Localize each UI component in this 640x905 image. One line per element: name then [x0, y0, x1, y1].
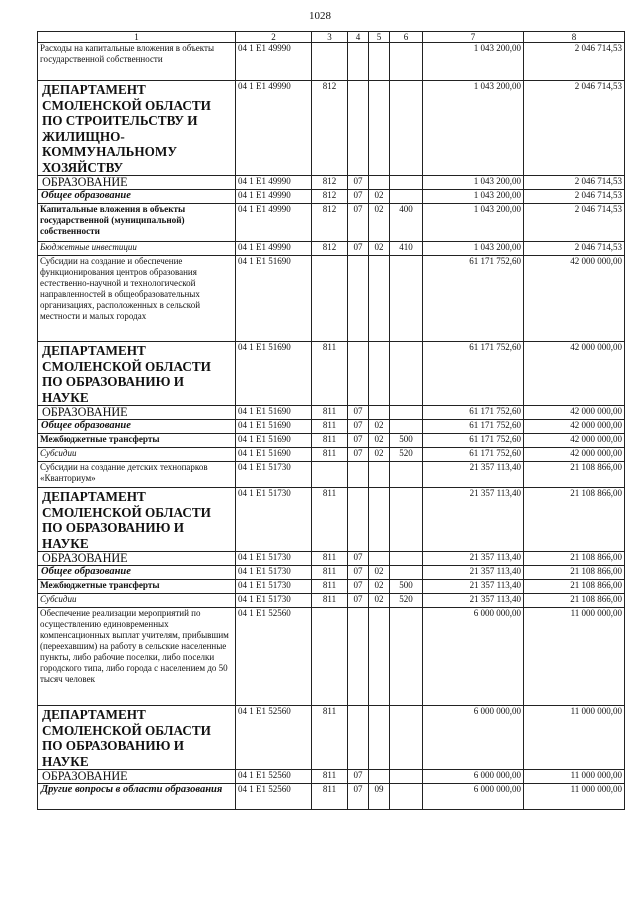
row-name-cell: Субсидии	[38, 594, 236, 608]
row-name-cell: Межбюджетные трансферты	[38, 434, 236, 448]
amount-year2-cell: 42 000 000,00	[524, 406, 625, 420]
expense-type-cell	[390, 406, 423, 420]
table-row	[38, 784, 625, 810]
section-code-cell: 07	[348, 204, 369, 242]
subsection-code-cell: 02	[369, 580, 390, 594]
admin-code-cell: 811	[312, 434, 348, 448]
amount-year2-cell: 21 108 866,00	[524, 594, 625, 608]
row-name-cell: Общее образование	[38, 566, 236, 580]
amount-year1-cell: 61 171 752,60	[423, 434, 524, 448]
section-code-cell	[348, 462, 369, 488]
table-row	[38, 580, 625, 594]
amount-year2-cell: 21 108 866,00	[524, 462, 625, 488]
section-code-cell: 07	[348, 594, 369, 608]
table-row	[38, 552, 625, 566]
table-row	[38, 594, 625, 608]
section-code-cell: 07	[348, 580, 369, 594]
admin-code-cell: 811	[312, 566, 348, 580]
section-code-cell	[348, 256, 369, 342]
amount-year2-cell: 21 108 866,00	[524, 552, 625, 566]
row-name-cell: Бюджетные инвестиции	[38, 242, 236, 256]
subsection-code-cell: 02	[369, 242, 390, 256]
table-row	[38, 420, 625, 434]
expense-type-cell	[390, 608, 423, 706]
target-code-cell: 04 1 E1 52560	[236, 706, 312, 770]
row-name-cell: ДЕПАРТАМЕНТ СМОЛЕНСКОЙ ОБЛАСТИ ПО ОБРАЗОВАНИЮ И НАУКЕ	[38, 706, 236, 770]
admin-code-cell: 811	[312, 594, 348, 608]
amount-year2-cell: 11 000 000,00	[524, 784, 625, 810]
table-header-row	[38, 32, 625, 43]
target-code-cell: 04 1 E1 52560	[236, 608, 312, 706]
target-code-cell: 04 1 E1 51730	[236, 594, 312, 608]
subsection-code-cell	[369, 176, 390, 190]
table-row	[38, 706, 625, 770]
expense-type-cell	[390, 488, 423, 552]
section-code-cell	[348, 43, 369, 81]
expense-type-cell	[390, 43, 423, 81]
expense-type-cell: 500	[390, 580, 423, 594]
subsection-code-cell: 02	[369, 448, 390, 462]
admin-code-cell: 812	[312, 204, 348, 242]
section-code-cell: 07	[348, 784, 369, 810]
header-cell: 2	[236, 32, 312, 43]
expense-type-cell	[390, 462, 423, 488]
subsection-code-cell: 02	[369, 566, 390, 580]
section-code-cell: 07	[348, 190, 369, 204]
target-code-cell: 04 1 E1 52560	[236, 784, 312, 810]
amount-year2-cell: 2 046 714,53	[524, 176, 625, 190]
amount-year2-cell: 42 000 000,00	[524, 342, 625, 406]
row-name-cell: Субсидии	[38, 448, 236, 462]
admin-code-cell: 812	[312, 190, 348, 204]
row-name-cell: ОБРАЗОВАНИЕ	[38, 552, 236, 566]
subsection-code-cell: 02	[369, 420, 390, 434]
header-cell: 4	[348, 32, 369, 43]
amount-year2-cell: 2 046 714,53	[524, 204, 625, 242]
amount-year1-cell: 61 171 752,60	[423, 256, 524, 342]
target-code-cell: 04 1 E1 49990	[236, 204, 312, 242]
amount-year2-cell: 21 108 866,00	[524, 488, 625, 552]
amount-year2-cell: 11 000 000,00	[524, 706, 625, 770]
admin-code-cell: 811	[312, 580, 348, 594]
amount-year2-cell: 42 000 000,00	[524, 420, 625, 434]
admin-code-cell: 812	[312, 81, 348, 176]
table-row	[38, 608, 625, 706]
amount-year2-cell: 2 046 714,53	[524, 43, 625, 81]
target-code-cell: 04 1 E1 52560	[236, 770, 312, 784]
subsection-code-cell	[369, 43, 390, 81]
table-row	[38, 488, 625, 552]
section-code-cell: 07	[348, 552, 369, 566]
amount-year1-cell: 21 357 113,40	[423, 580, 524, 594]
row-name-cell: ОБРАЗОВАНИЕ	[38, 770, 236, 784]
admin-code-cell: 811	[312, 420, 348, 434]
header-cell: 1	[38, 32, 236, 43]
section-code-cell: 07	[348, 406, 369, 420]
expense-type-cell	[390, 420, 423, 434]
admin-code-cell	[312, 43, 348, 81]
subsection-code-cell: 02	[369, 204, 390, 242]
amount-year1-cell: 21 357 113,40	[423, 552, 524, 566]
table-row	[38, 406, 625, 420]
amount-year2-cell: 21 108 866,00	[524, 566, 625, 580]
admin-code-cell: 811	[312, 706, 348, 770]
target-code-cell: 04 1 E1 51690	[236, 406, 312, 420]
expense-type-cell: 410	[390, 242, 423, 256]
subsection-code-cell: 02	[369, 434, 390, 448]
table-row	[38, 462, 625, 488]
target-code-cell: 04 1 E1 51730	[236, 462, 312, 488]
table-row	[38, 566, 625, 580]
table-row	[38, 434, 625, 448]
header-cell: 7	[423, 32, 524, 43]
expense-type-cell	[390, 256, 423, 342]
amount-year1-cell: 6 000 000,00	[423, 706, 524, 770]
budget-table	[37, 31, 625, 810]
target-code-cell: 04 1 E1 51690	[236, 434, 312, 448]
section-code-cell	[348, 706, 369, 770]
expense-type-cell: 500	[390, 434, 423, 448]
admin-code-cell: 812	[312, 176, 348, 190]
subsection-code-cell	[369, 462, 390, 488]
target-code-cell: 04 1 E1 49990	[236, 81, 312, 176]
row-name-cell: ДЕПАРТАМЕНТ СМОЛЕНСКОЙ ОБЛАСТИ ПО ОБРАЗОВАНИЮ И НАУКЕ	[38, 488, 236, 552]
admin-code-cell: 811	[312, 770, 348, 784]
row-name-cell: ОБРАЗОВАНИЕ	[38, 406, 236, 420]
expense-type-cell	[390, 190, 423, 204]
amount-year2-cell: 2 046 714,53	[524, 190, 625, 204]
table-row	[38, 342, 625, 406]
table-row	[38, 176, 625, 190]
expense-type-cell	[390, 552, 423, 566]
row-name-cell: Общее образование	[38, 420, 236, 434]
admin-code-cell	[312, 462, 348, 488]
admin-code-cell: 811	[312, 406, 348, 420]
target-code-cell: 04 1 E1 51730	[236, 488, 312, 552]
admin-code-cell: 812	[312, 242, 348, 256]
page-number: 1028	[309, 10, 331, 22]
amount-year1-cell: 1 043 200,00	[423, 190, 524, 204]
amount-year1-cell: 61 171 752,60	[423, 406, 524, 420]
table-row	[38, 81, 625, 176]
admin-code-cell	[312, 256, 348, 342]
subsection-code-cell	[369, 488, 390, 552]
section-code-cell: 07	[348, 242, 369, 256]
subsection-code-cell	[369, 608, 390, 706]
amount-year1-cell: 6 000 000,00	[423, 784, 524, 810]
header-cell: 3	[312, 32, 348, 43]
row-name-cell: Другие вопросы в области образования	[38, 784, 236, 810]
amount-year1-cell: 1 043 200,00	[423, 176, 524, 190]
section-code-cell: 07	[348, 770, 369, 784]
section-code-cell	[348, 608, 369, 706]
section-code-cell	[348, 81, 369, 176]
amount-year1-cell: 21 357 113,40	[423, 462, 524, 488]
expense-type-cell	[390, 706, 423, 770]
amount-year2-cell: 42 000 000,00	[524, 256, 625, 342]
subsection-code-cell: 02	[369, 190, 390, 204]
subsection-code-cell: 02	[369, 594, 390, 608]
row-name-cell: Обеспечение реализации мероприятий по осуществлению единовременных компенсационных выплат учителям, прибывшим (переехавшим) на работу в сельские населенные пункты, либо рабочие поселки, либо поселки городского типа, либо города с населением до 50 тысяч человек	[38, 608, 236, 706]
row-name-cell: Общее образование	[38, 190, 236, 204]
row-name-cell: ДЕПАРТАМЕНТ СМОЛЕНСКОЙ ОБЛАСТИ ПО СТРОИТЕЛЬСТВУ И ЖИЛИЩНО-КОММУНАЛЬНОМУ ХОЗЯЙСТВУ	[38, 81, 236, 176]
amount-year2-cell: 2 046 714,53	[524, 81, 625, 176]
expense-type-cell	[390, 770, 423, 784]
header-cell: 5	[369, 32, 390, 43]
admin-code-cell: 811	[312, 784, 348, 810]
table-row	[38, 770, 625, 784]
expense-type-cell: 520	[390, 448, 423, 462]
subsection-code-cell	[369, 552, 390, 566]
row-name-cell: Субсидии на создание и обеспечение функционирования центров образования естественно-научной и технологической направленностей в общеобразовательных организациях, расположенных в сельской местности и малых городах	[38, 256, 236, 342]
subsection-code-cell	[369, 706, 390, 770]
target-code-cell: 04 1 E1 51690	[236, 420, 312, 434]
header-cell: 6	[390, 32, 423, 43]
row-name-cell: ОБРАЗОВАНИЕ	[38, 176, 236, 190]
target-code-cell: 04 1 E1 49990	[236, 242, 312, 256]
subsection-code-cell	[369, 406, 390, 420]
amount-year2-cell: 42 000 000,00	[524, 448, 625, 462]
subsection-code-cell: 09	[369, 784, 390, 810]
section-code-cell: 07	[348, 176, 369, 190]
target-code-cell: 04 1 E1 51730	[236, 566, 312, 580]
target-code-cell: 04 1 E1 49990	[236, 43, 312, 81]
section-code-cell: 07	[348, 434, 369, 448]
table-row	[38, 204, 625, 242]
row-name-cell: Межбюджетные трансферты	[38, 580, 236, 594]
table-row	[38, 448, 625, 462]
expense-type-cell	[390, 784, 423, 810]
amount-year1-cell: 61 171 752,60	[423, 342, 524, 406]
row-name-cell: Капитальные вложения в объекты государственной (муниципальной) собственности	[38, 204, 236, 242]
amount-year1-cell: 61 171 752,60	[423, 420, 524, 434]
target-code-cell: 04 1 E1 51690	[236, 256, 312, 342]
expense-type-cell: 400	[390, 204, 423, 242]
admin-code-cell: 811	[312, 342, 348, 406]
row-name-cell: Расходы на капитальные вложения в объекты государственной собственности	[38, 43, 236, 81]
amount-year1-cell: 1 043 200,00	[423, 204, 524, 242]
expense-type-cell	[390, 176, 423, 190]
table-row	[38, 242, 625, 256]
subsection-code-cell	[369, 256, 390, 342]
amount-year2-cell: 21 108 866,00	[524, 580, 625, 594]
target-code-cell: 04 1 E1 51690	[236, 448, 312, 462]
amount-year2-cell: 11 000 000,00	[524, 608, 625, 706]
subsection-code-cell	[369, 770, 390, 784]
admin-code-cell: 811	[312, 488, 348, 552]
target-code-cell: 04 1 E1 49990	[236, 190, 312, 204]
target-code-cell: 04 1 E1 51730	[236, 580, 312, 594]
admin-code-cell	[312, 608, 348, 706]
section-code-cell: 07	[348, 420, 369, 434]
expense-type-cell: 520	[390, 594, 423, 608]
amount-year1-cell: 1 043 200,00	[423, 81, 524, 176]
section-code-cell: 07	[348, 448, 369, 462]
row-name-cell: Субсидии на создание детских технопарков «Кванториум»	[38, 462, 236, 488]
amount-year1-cell: 1 043 200,00	[423, 43, 524, 81]
header-cell: 8	[524, 32, 625, 43]
expense-type-cell	[390, 342, 423, 406]
amount-year1-cell: 6 000 000,00	[423, 608, 524, 706]
admin-code-cell: 811	[312, 552, 348, 566]
expense-type-cell	[390, 81, 423, 176]
table-row	[38, 43, 625, 81]
amount-year1-cell: 6 000 000,00	[423, 770, 524, 784]
amount-year2-cell: 2 046 714,53	[524, 242, 625, 256]
amount-year2-cell: 11 000 000,00	[524, 770, 625, 784]
subsection-code-cell	[369, 81, 390, 176]
target-code-cell: 04 1 E1 51690	[236, 342, 312, 406]
target-code-cell: 04 1 E1 51730	[236, 552, 312, 566]
admin-code-cell: 811	[312, 448, 348, 462]
amount-year1-cell: 21 357 113,40	[423, 488, 524, 552]
amount-year1-cell: 21 357 113,40	[423, 566, 524, 580]
amount-year1-cell: 21 357 113,40	[423, 594, 524, 608]
row-name-cell: ДЕПАРТАМЕНТ СМОЛЕНСКОЙ ОБЛАСТИ ПО ОБРАЗОВАНИЮ И НАУКЕ	[38, 342, 236, 406]
section-code-cell	[348, 342, 369, 406]
section-code-cell: 07	[348, 566, 369, 580]
expense-type-cell	[390, 566, 423, 580]
table-row	[38, 190, 625, 204]
target-code-cell: 04 1 E1 49990	[236, 176, 312, 190]
amount-year1-cell: 1 043 200,00	[423, 242, 524, 256]
section-code-cell	[348, 488, 369, 552]
table-row	[38, 256, 625, 342]
amount-year1-cell: 61 171 752,60	[423, 448, 524, 462]
amount-year2-cell: 42 000 000,00	[524, 434, 625, 448]
subsection-code-cell	[369, 342, 390, 406]
